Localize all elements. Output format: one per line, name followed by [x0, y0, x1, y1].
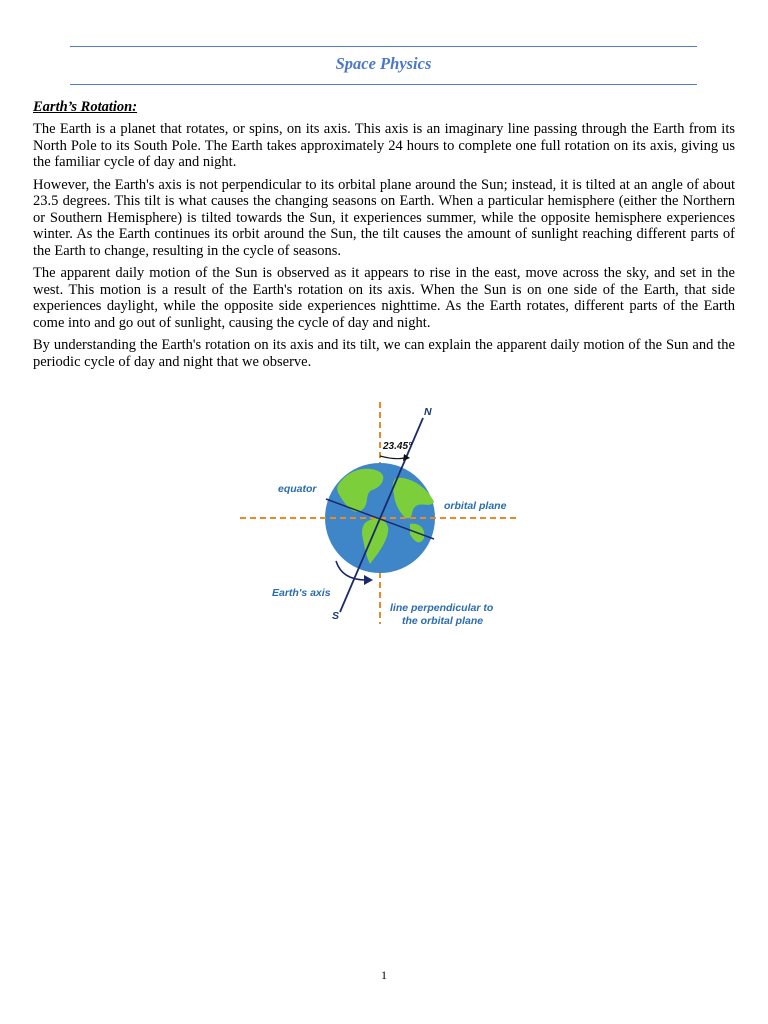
paragraph-tilt: However, the Earth's axis is not perpendicular to its orbital plane around the Sun; instead, it is tilted at an angle of about 23.5 degrees. This tilt is what causes the changing seasons on Earth. When a particular hemisphere (either the Northern or Southern Hemisphere) is tilted towards the Sun, it experiences summer, while the opposite hemisphere experiences winter. As the Earth continues its orbit around the Sun, the tilt causes the amount of sunlight reaching different parts of the Earth to change, resulting in the cycle of seasons.	[33, 176, 735, 259]
perpendicular-label-line2: the orbital plane	[402, 615, 484, 627]
header-bottom-rule	[70, 84, 697, 85]
earth-axis-label: Earth's axis	[272, 587, 331, 599]
angle-label: 23.45°	[383, 441, 413, 452]
equator-label: equator	[278, 483, 317, 495]
orbital-plane-label: orbital plane	[444, 500, 507, 512]
tilt-angle-arc-icon	[380, 456, 404, 459]
page-title: Space Physics	[335, 54, 432, 73]
section-heading: Earth’s Rotation:	[33, 99, 138, 115]
south-label: S	[332, 610, 340, 622]
paragraph-daily-motion: The apparent daily motion of the Sun is observed as it appears to rise in the east, move across the sky, and set in the west. This motion is a result of the Earth's rotation on its axis. When the Sun is on one side of the Earth, that side experiences daylight, while the opposite side experiences nighttime. As the Earth rotates, different parts of the Earth come into and go out of sunlight, causing the cycle of day and night.	[33, 265, 735, 331]
paragraph-rotation: The Earth is a planet that rotates, or spins, on its axis. This axis is an imaginary line passing through the Earth from its North Pole to its South Pole. The Earth takes approximately 24 hours to complete one full rotation on its axis, giving us the familiar cycle of day and night.	[33, 121, 735, 170]
north-label: N	[424, 406, 432, 418]
earth-tilt-diagram	[230, 398, 530, 630]
page-number: 1	[381, 968, 387, 982]
section-body	[33, 98, 735, 376]
rotation-arrowhead-icon	[364, 575, 373, 585]
perpendicular-label-line1: line perpendicular to	[390, 602, 494, 614]
paragraph-summary: By understanding the Earth's rotation on its axis and its tilt, we can explain the apparent daily motion of the Sun and the periodic cycle of day and night that we observe.	[33, 337, 735, 370]
header-top-rule	[70, 46, 697, 47]
